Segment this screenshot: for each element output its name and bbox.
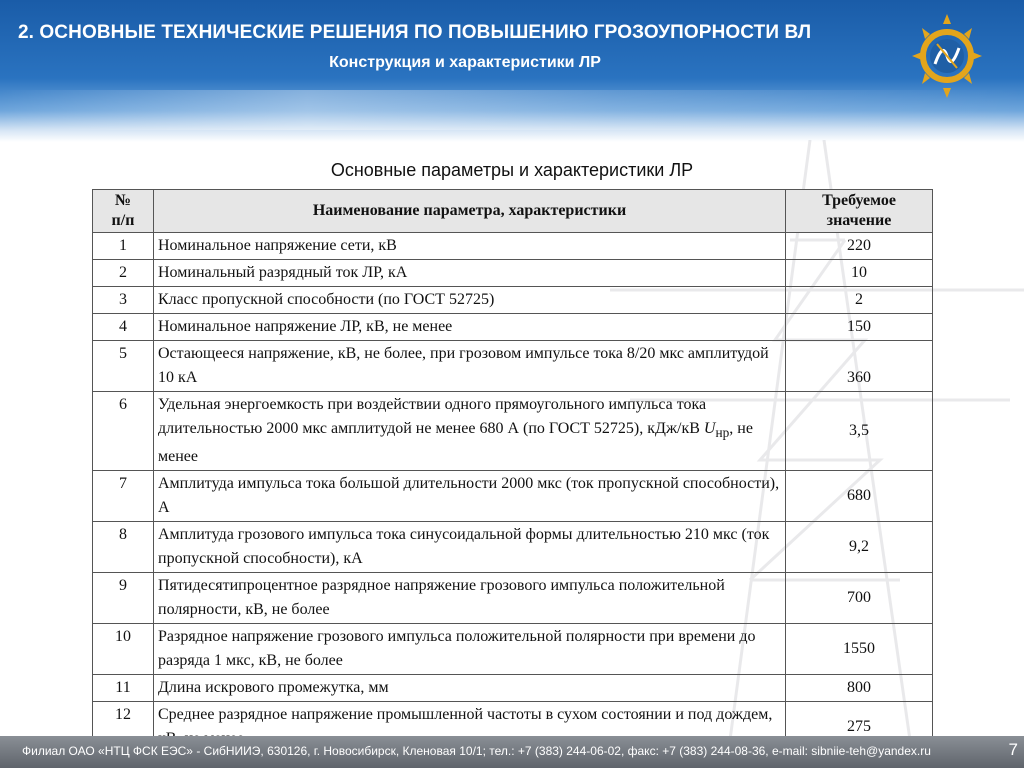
table-header-row	[93, 190, 933, 233]
row-parameter-name: Среднее разрядное напряжение промышленной частоты в сухом состоянии и под дождем,	[154, 702, 786, 753]
row-parameter-name: Номинальный разрядный ток ЛР, кА	[154, 260, 786, 287]
row-value: 275	[786, 702, 933, 753]
table-row	[93, 287, 933, 314]
row-parameter-name: Номинальное напряжение сети, кВ	[154, 233, 786, 260]
table-row	[93, 260, 933, 287]
row-parameter-name: Амплитуда импульса тока большой длительности 2000 мкс (ток пропускной способности), А	[154, 471, 786, 522]
row-value: 10	[786, 260, 933, 287]
row-value: 9,2	[786, 522, 933, 573]
row-value: 3,5	[786, 392, 933, 471]
column-header-value-line1: Требуемое	[822, 192, 896, 209]
row-parameter-name-suffix: , не менее	[158, 420, 753, 466]
row-parameter-variable: U	[703, 420, 716, 437]
row-parameter-subscript: нр	[715, 425, 730, 441]
table-row	[93, 471, 933, 522]
column-header-number-line2: п/п	[111, 212, 135, 229]
row-number: 9	[93, 573, 154, 624]
row-number: 2	[93, 260, 154, 287]
row-number: 5	[93, 341, 154, 392]
column-header-number-line1: №	[114, 192, 132, 209]
row-number: 11	[93, 675, 154, 702]
table-row	[93, 341, 933, 392]
row-value: 2	[786, 287, 933, 314]
row-parameter-name: Остающееся напряжение, кВ, не более, при грозовом импульсе тока 8/20 мкс амплитудой 10 кА	[154, 341, 786, 392]
column-header-value-line2: значение	[826, 212, 892, 229]
table-row	[93, 522, 933, 573]
row-parameter-name	[154, 392, 786, 471]
table-title: Основные параметры и характеристики ЛР	[330, 160, 694, 180]
row-parameter-name: Пятидесятипроцентное разрядное напряжение грозового импульса положительной полярности, кВ, не более	[154, 573, 786, 624]
row-parameter-name: Разрядное напряжение грозового импульса положительной полярности при времени до разряда 1 мкс, кВ, не более	[154, 624, 786, 675]
table-row	[93, 392, 933, 471]
row-number: 12	[93, 702, 154, 753]
footer-bar	[0, 736, 1024, 768]
row-number: 8	[93, 522, 154, 573]
row-number: 10	[93, 624, 154, 675]
row-number: 3	[93, 287, 154, 314]
column-header-name: Наименование параметра, характеристики	[154, 190, 786, 233]
row-parameter-name: Класс пропускной способности (по ГОСТ 52725)	[154, 287, 786, 314]
page-number: 7	[1008, 740, 1018, 759]
company-logo-icon	[908, 10, 986, 102]
footer-contact-info: Филиал ОАО «НТЦ ФСК ЕЭС» - СибНИИЭ, 630126, г. Новосибирск, Кленовая 10/1; тел.: +7 (383) 244-06-02, факс: +7 (383) 244-08-36, e-mail: sibniie-teh@yandex.ru	[22, 744, 931, 758]
row-number: 4	[93, 314, 154, 341]
row-value: 220	[786, 233, 933, 260]
header-banner	[0, 0, 1024, 142]
row-parameter-name: Длина искрового промежутка, мм	[154, 675, 786, 702]
row-value: 360	[786, 341, 933, 392]
row-parameter-name: Амплитуда грозового импульса тока синусоидальной формы длительностью 210 мкс (ток пропускной способности), кА	[154, 522, 786, 573]
table-row	[93, 573, 933, 624]
row-parameter-name-text: Удельная энергоемкость при воздействии одного прямоугольного импульса тока длительностью 2000 мкс амплитудой не менее 680 А (по ГОСТ 52725), кДж/кВ	[158, 396, 707, 437]
parameters-table	[92, 189, 933, 753]
header-shine	[0, 90, 1024, 130]
row-number: 7	[93, 471, 154, 522]
slide-subtitle: Конструкция и характеристики ЛР	[329, 54, 601, 71]
table-row	[93, 624, 933, 675]
column-header-value	[786, 190, 933, 233]
row-value: 800	[786, 675, 933, 702]
row-number: 6	[93, 392, 154, 471]
row-value: 700	[786, 573, 933, 624]
row-number: 1	[93, 233, 154, 260]
row-value: 150	[786, 314, 933, 341]
slide-title: 2. ОСНОВНЫЕ ТЕХНИЧЕСКИЕ РЕШЕНИЯ ПО ПОВЫШЕНИЮ ГРОЗОУПОРНОСТИ ВЛ	[18, 22, 812, 43]
table-row	[93, 233, 933, 260]
column-header-number	[93, 190, 154, 233]
row-parameter-name: Номинальное напряжение ЛР, кВ, не менее	[154, 314, 786, 341]
row-value: 680	[786, 471, 933, 522]
table-row	[93, 675, 933, 702]
row-value: 1550	[786, 624, 933, 675]
table-row	[93, 314, 933, 341]
